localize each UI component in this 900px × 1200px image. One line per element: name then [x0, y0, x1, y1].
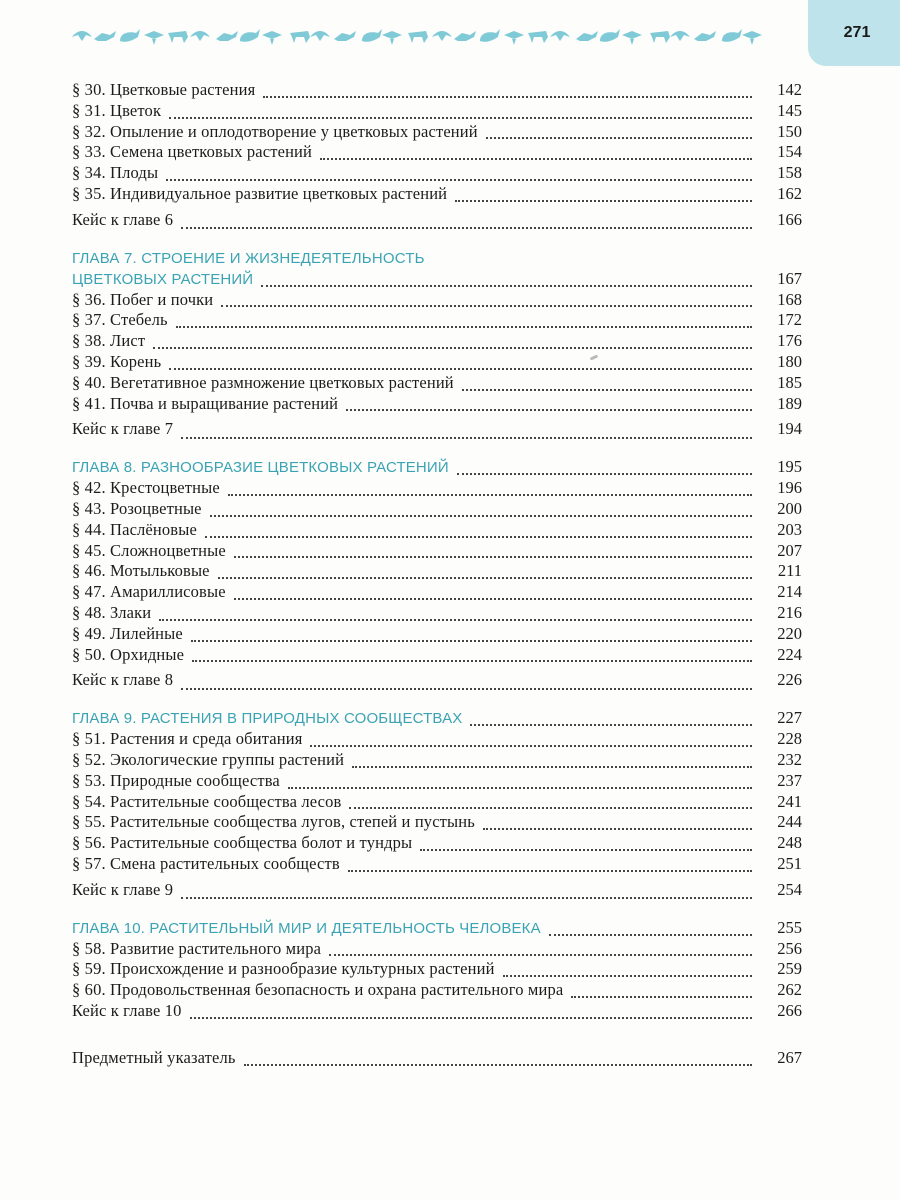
- toc-entry[interactable]: [72, 812, 802, 833]
- animal-silhouette-icon: [262, 31, 282, 45]
- entry-page: 172: [777, 310, 802, 330]
- animal-silhouette-icon: [240, 29, 260, 42]
- dot-leader: [181, 436, 752, 439]
- dot-leader: [346, 408, 752, 411]
- entry-page: 232: [777, 749, 802, 769]
- toc-entry[interactable]: [72, 184, 802, 205]
- animal-silhouette-icon: [290, 31, 310, 43]
- dot-leader: [549, 933, 752, 936]
- case-entry[interactable]: [72, 670, 802, 694]
- animal-silhouette-icon: [72, 31, 92, 41]
- entry-title: § 52. Экологические группы растений: [72, 749, 345, 769]
- animal-silhouette-icon: [216, 31, 238, 41]
- animal-silhouette-icon: [550, 31, 570, 41]
- dot-leader: [348, 869, 752, 872]
- case-page: 226: [777, 670, 802, 690]
- entry-title: § 59. Происхождение и разнообразие культурных растений: [72, 959, 495, 979]
- dot-leader: [192, 659, 752, 662]
- toc-entry[interactable]: [72, 478, 802, 499]
- chapter-7: [72, 248, 802, 444]
- chapter-title[interactable]: ГЛАВА 7. СТРОЕНИЕ И ЖИЗНЕДЕЯТЕЛЬНОСТЬ: [72, 249, 425, 267]
- entry-title: § 53. Природные сообщества: [72, 770, 280, 790]
- animal-silhouette-icon: [650, 31, 670, 43]
- entry-page: 158: [777, 163, 802, 183]
- dot-leader: [483, 827, 752, 830]
- dot-leader: [470, 723, 752, 726]
- entry-page: 251: [777, 853, 802, 873]
- toc-entry[interactable]: [72, 331, 802, 352]
- animal-silhouette-icon: [168, 31, 188, 43]
- entry-page: 214: [777, 582, 802, 602]
- chapter-10: [72, 918, 802, 1022]
- entry-title: § 56. Растительные сообщества болот и тундры: [72, 833, 413, 853]
- entry-title: § 38. Лист: [72, 331, 146, 351]
- dot-leader: [349, 806, 752, 809]
- chapter-page: 167: [777, 268, 802, 288]
- entry-title: § 46. Мотыльковые: [72, 561, 210, 581]
- entry-page: 228: [777, 729, 802, 749]
- dot-leader: [486, 136, 752, 139]
- dot-leader: [420, 848, 752, 851]
- entry-page: 220: [777, 623, 802, 643]
- entry-page: 176: [777, 331, 802, 351]
- toc-entry[interactable]: [72, 310, 802, 331]
- entry-page: 168: [777, 289, 802, 309]
- toc-entry[interactable]: [72, 645, 802, 666]
- case-title: Кейс к главе 10: [72, 1000, 182, 1020]
- toc-entry[interactable]: [72, 499, 802, 520]
- chapter-8: [72, 457, 802, 694]
- entry-page: 145: [777, 100, 802, 120]
- toc-entry[interactable]: [72, 729, 802, 750]
- animal-silhouette-icon: [408, 31, 428, 43]
- dot-leader: [176, 325, 752, 328]
- entry-title: § 50. Орхидные: [72, 644, 185, 664]
- entry-page: 162: [777, 183, 802, 203]
- animal-silhouette-icon: [576, 31, 598, 41]
- animal-silhouette-icon: [528, 31, 548, 43]
- dot-leader: [181, 226, 752, 229]
- animal-silhouette-icon: [144, 31, 164, 45]
- entry-title: § 57. Смена растительных сообществ: [72, 853, 340, 873]
- chapter-title: ГЛАВА 10. РАСТИТЕЛЬНЫЙ МИР И ДЕЯТЕЛЬНОСТЬ ЧЕЛОВЕКА: [72, 919, 541, 937]
- chapter-title-line2: ЦВЕТКОВЫХ РАСТЕНИЙ: [72, 270, 254, 288]
- table-of-contents: [72, 80, 802, 1068]
- entry-title: § 58. Развитие растительного мира: [72, 938, 322, 958]
- dot-leader: [503, 974, 752, 977]
- page-number: 271: [843, 24, 871, 41]
- dot-leader: [352, 765, 752, 768]
- animal-silhouette-icon: [432, 31, 452, 41]
- dot-leader: [234, 597, 752, 600]
- dot-leader: [310, 744, 752, 747]
- case-entry[interactable]: [72, 210, 802, 234]
- toc-entry[interactable]: [72, 833, 802, 854]
- entry-title: § 30. Цветковые растения: [72, 80, 256, 99]
- dot-leader: [221, 304, 752, 307]
- entry-page: 241: [777, 791, 802, 811]
- dot-leader: [288, 786, 752, 789]
- dot-leader: [462, 388, 752, 391]
- animal-silhouette-icon: [310, 31, 330, 41]
- entry-title: § 55. Растительные сообщества лугов, степей и пустынь: [72, 812, 475, 832]
- chapter-heading[interactable]: [72, 708, 802, 729]
- chapter-page: 227: [777, 708, 802, 728]
- entry-page: 248: [777, 833, 802, 853]
- case-entry[interactable]: [72, 1001, 802, 1022]
- animal-silhouette-icon: [742, 31, 762, 45]
- toc-entry[interactable]: [72, 373, 802, 394]
- dot-leader: [169, 116, 752, 119]
- chapter-heading[interactable]: [72, 269, 802, 290]
- dot-leader: [234, 555, 752, 558]
- toc-entry[interactable]: [72, 939, 802, 960]
- animal-silhouette-icon: [454, 31, 476, 41]
- entry-title: § 47. Амариллисовые: [72, 582, 226, 602]
- chapter-heading[interactable]: [72, 918, 802, 939]
- dot-leader: [181, 687, 752, 690]
- toc-entry[interactable]: [72, 122, 802, 143]
- entry-title: § 49. Лилейные: [72, 623, 183, 643]
- entry-page: 200: [777, 498, 802, 518]
- entry-title: § 33. Семена цветковых растений: [72, 142, 313, 162]
- dot-leader: [320, 157, 752, 160]
- entry-page: 207: [777, 540, 802, 560]
- toc-entry[interactable]: [72, 561, 802, 582]
- toc-entry[interactable]: [72, 101, 802, 122]
- entry-page: 211: [777, 561, 802, 581]
- subject-index-entry[interactable]: [72, 1048, 802, 1069]
- dot-leader: [190, 1016, 753, 1019]
- entry-page: 189: [777, 393, 802, 413]
- chapter-title: ГЛАВА 8. РАЗНООБРАЗИЕ ЦВЕТКОВЫХ РАСТЕНИЙ: [72, 459, 449, 477]
- entry-title: § 39. Корень: [72, 351, 162, 371]
- dot-leader: [228, 493, 752, 496]
- toc-entry[interactable]: [72, 520, 802, 541]
- toc-entry[interactable]: [72, 163, 802, 184]
- dot-leader: [166, 178, 752, 181]
- animal-silhouette-icon: [504, 31, 524, 45]
- chapter-heading[interactable]: [72, 457, 802, 478]
- entry-page: 142: [777, 80, 802, 99]
- entry-title: § 51. Растения и среда обитания: [72, 729, 303, 749]
- toc-entry[interactable]: [72, 980, 802, 1001]
- case-title: Кейс к главе 6: [72, 209, 174, 229]
- dot-leader: [191, 639, 752, 642]
- toc-entry[interactable]: [72, 603, 802, 624]
- toc-entry[interactable]: [72, 290, 802, 311]
- entry-title: § 35. Индивидуальное развитие цветковых растений: [72, 183, 448, 203]
- entry-page: 185: [777, 372, 802, 392]
- chapter-page: 255: [777, 917, 802, 937]
- entry-page: 262: [777, 980, 802, 1000]
- entry-title: § 44. Паслёновые: [72, 519, 197, 539]
- animal-silhouette-icon: [622, 31, 642, 45]
- entry-page: 180: [777, 351, 802, 371]
- entry-title: § 41. Почва и выращивание растений: [72, 393, 339, 413]
- entry-title: § 45. Сложноцветные: [72, 540, 226, 560]
- toc-entry[interactable]: [72, 394, 802, 415]
- page-number-tab: [808, 0, 900, 66]
- entry-page: 150: [777, 121, 802, 141]
- case-title: Кейс к главе 9: [72, 879, 174, 899]
- animal-silhouette-icon: [480, 29, 500, 42]
- case-page: 254: [777, 879, 802, 899]
- dot-leader: [169, 367, 752, 370]
- animal-silhouette-icon: [362, 29, 382, 42]
- entry-title: § 31. Цветок: [72, 100, 162, 120]
- dot-leader: [181, 896, 752, 899]
- dot-leader: [205, 535, 752, 538]
- index-page: 267: [777, 1047, 802, 1067]
- toc-entry[interactable]: [72, 541, 802, 562]
- dot-leader: [261, 284, 752, 287]
- entry-title: § 48. Злаки: [72, 602, 152, 622]
- entry-title: § 60. Продовольственная безопасность и охрана растительного мира: [72, 980, 564, 1000]
- dot-leader: [457, 472, 752, 475]
- dot-leader: [455, 199, 752, 202]
- case-page: 266: [777, 1000, 802, 1020]
- animal-silhouette-icon: [722, 29, 742, 42]
- entry-page: 203: [777, 519, 802, 539]
- toc-entry[interactable]: [72, 80, 802, 101]
- animal-silhouette-icon: [190, 31, 210, 41]
- toc-entry[interactable]: [72, 750, 802, 771]
- dot-leader: [210, 514, 752, 517]
- animal-silhouettes-icon: [72, 22, 772, 50]
- case-title: Кейс к главе 8: [72, 670, 174, 690]
- entry-title: § 34. Плоды: [72, 163, 159, 183]
- animal-silhouette-icon: [94, 31, 116, 41]
- entry-page: 224: [777, 644, 802, 664]
- entry-page: 154: [777, 142, 802, 162]
- chapter-title: ГЛАВА 9. РАСТЕНИЯ В ПРИРОДНЫХ СООБЩЕСТВАХ: [72, 710, 463, 728]
- toc-entry[interactable]: [72, 771, 802, 792]
- entry-title: § 36. Побег и почки: [72, 289, 214, 309]
- entry-page: 259: [777, 959, 802, 979]
- animal-silhouette-icon: [334, 31, 356, 41]
- dot-leader: [218, 576, 752, 579]
- entry-title: § 42. Крестоцветные: [72, 478, 220, 498]
- dot-leader: [244, 1063, 752, 1066]
- intro-section: [72, 80, 802, 234]
- entry-page: 237: [777, 770, 802, 790]
- entry-page: 196: [777, 478, 802, 498]
- entry-page: 216: [777, 602, 802, 622]
- chapter-9: [72, 708, 802, 903]
- case-page: 166: [777, 209, 802, 229]
- animal-silhouette-icon: [694, 31, 716, 41]
- toc-entry[interactable]: [72, 792, 802, 813]
- case-entry[interactable]: [72, 880, 802, 904]
- case-page: 194: [777, 419, 802, 439]
- animal-silhouette-icon: [670, 31, 690, 41]
- toc-entry[interactable]: [72, 352, 802, 373]
- case-entry[interactable]: [72, 419, 802, 443]
- entry-page: 256: [777, 938, 802, 958]
- entry-title: § 54. Растительные сообщества лесов: [72, 791, 342, 811]
- dot-leader: [329, 953, 752, 956]
- toc-entry[interactable]: [72, 624, 802, 645]
- toc-entry[interactable]: [72, 854, 802, 875]
- toc-entry[interactable]: [72, 959, 802, 980]
- entry-title: § 40. Вегетативное размножение цветковых растений: [72, 372, 454, 392]
- entry-title: § 37. Стебель: [72, 310, 168, 330]
- animal-silhouette-icon: [120, 29, 140, 42]
- animal-silhouette-icon: [382, 31, 402, 45]
- toc-entry[interactable]: [72, 582, 802, 603]
- dot-leader: [153, 346, 752, 349]
- case-title: Кейс к главе 7: [72, 419, 174, 439]
- index-title: Предметный указатель: [72, 1047, 236, 1067]
- dot-leader: [571, 995, 752, 998]
- animal-silhouette-icon: [600, 29, 620, 42]
- entry-title: § 32. Опыление и оплодотворение у цветковых растений: [72, 121, 478, 141]
- dot-leader: [159, 618, 752, 621]
- toc-entry[interactable]: [72, 142, 802, 163]
- chapter-page: 195: [777, 457, 802, 477]
- dot-leader: [263, 95, 752, 98]
- entry-page: 244: [777, 812, 802, 832]
- entry-title: § 43. Розоцветные: [72, 498, 202, 518]
